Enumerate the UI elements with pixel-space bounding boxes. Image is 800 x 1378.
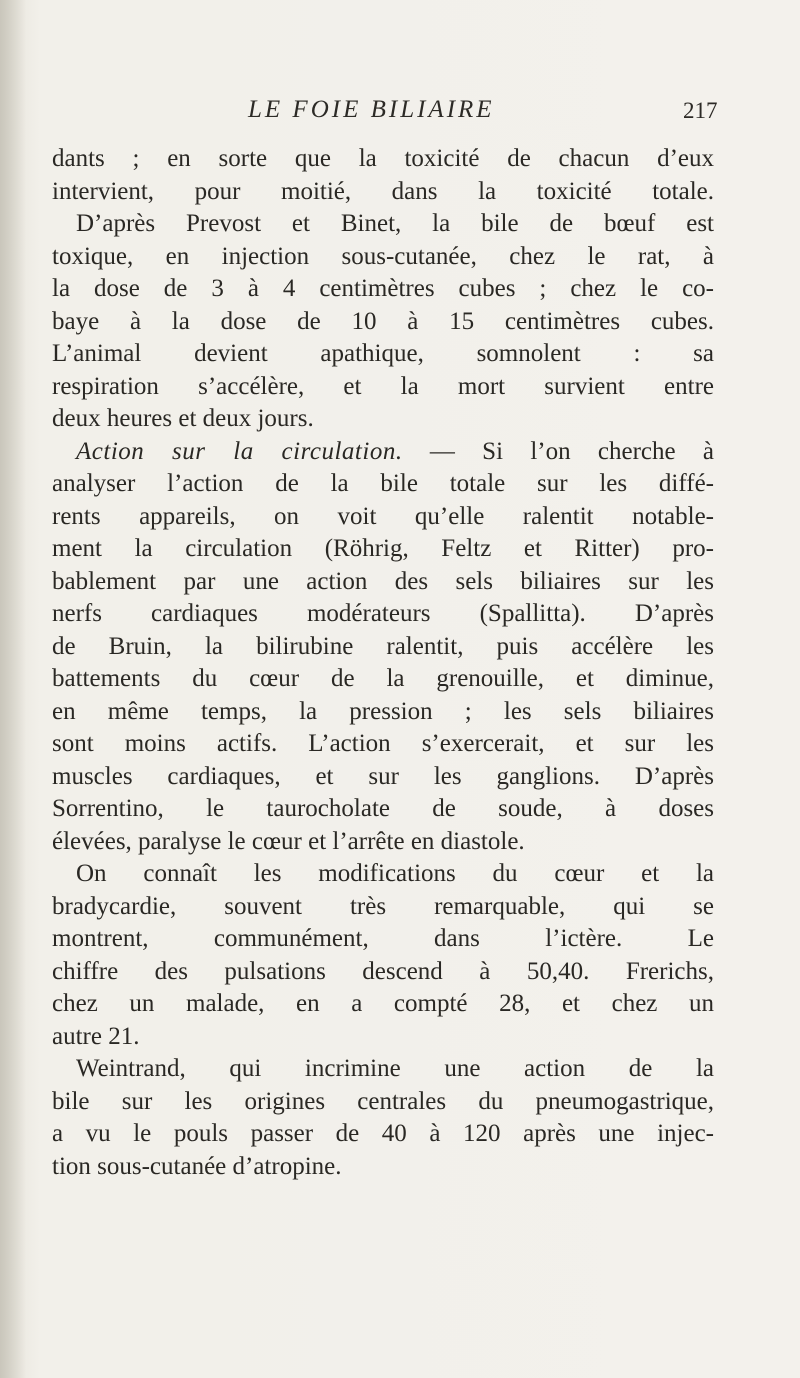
text-line: en même temps, la pression ; les sels biliaires (52, 697, 714, 725)
page-number: 217 (683, 98, 718, 123)
text-line: a vu le pouls passer de 40 à 120 après une injec- (52, 1120, 714, 1147)
text-line: bile sur les origines centrales du pneumogastrique, (52, 1087, 714, 1115)
text-line: montrent, communément, dans l’ictère. Le (52, 925, 714, 952)
text-line: toxique, en injection sous-cutanée, chez le rat, à (52, 242, 714, 270)
page-gutter-shadow (0, 0, 26, 1378)
text-line: Sorrentino, le taurocholate de soude, à doses (52, 795, 714, 822)
text-line: ment la circulation (Röhrig, Feltz et Ritter) pro- (52, 535, 714, 562)
text-line: battements du cœur de la grenouille, et diminue, (52, 665, 714, 692)
text-line: bablement par une action des sels biliaires sur les (52, 567, 714, 595)
text-line: Weintrand, qui incrimine une action de la (76, 1055, 714, 1082)
text-fragment: — Si l’on cherche à (402, 437, 714, 465)
text-line: de Bruin, la bilirubine ralentit, puis accélère les (52, 632, 714, 660)
text-line: rents appareils, on voit qu’elle ralentit notable- (52, 502, 714, 530)
text-line: chiffre des pulsations descend à 50,40. Frerichs, (52, 957, 714, 985)
text-line: élevées, paralyse le cœur et l’arrête en diastole. (52, 827, 525, 855)
text-line: D’après Prevost et Binet, la bile de bœuf est (76, 210, 714, 237)
text-line: analyser l’action de la bile totale sur les diffé- (52, 470, 714, 497)
section-heading-line (52, 436, 714, 469)
text-line: chez un malade, en a compté 28, et chez un (52, 990, 714, 1017)
text-line: respiration s’accélère, et la mort survient entre (52, 372, 714, 400)
text-line: baye à la dose de 10 à 15 centimètres cubes. (52, 307, 714, 335)
text-line: On connaît les modifications du cœur et la (76, 860, 714, 887)
text-line: intervient, pour moitié, dans la toxicité totale. (52, 177, 714, 205)
text-line: deux heures et deux jours. (52, 405, 314, 432)
page-header (0, 96, 800, 136)
text-line: la dose de 3 à 4 centimètres cubes ; chez le co- (52, 275, 714, 302)
text-line: autre 21. (52, 1022, 140, 1050)
section-heading: Action sur la circulation. (76, 437, 403, 465)
text-line: nerfs cardiaques modérateurs (Spallitta). D’après (52, 600, 714, 627)
text-line: L’animal devient apathique, somnolent : sa (52, 340, 714, 367)
text-line: bradycardie, souvent très remarquable, qui se (52, 892, 714, 920)
text-line: tion sous-cutanée d’atropine. (52, 1152, 342, 1180)
text-line: muscles cardiaques, et sur les ganglions. D’après (52, 762, 714, 790)
text-line: dants ; en sorte que la toxicité de chacun d’eux (52, 145, 714, 172)
text-line: sont moins actifs. L’action s’exercerait, et sur les (52, 730, 714, 757)
running-title: LE FOIE BILIAIRE (248, 96, 495, 123)
body-text (52, 143, 714, 1183)
